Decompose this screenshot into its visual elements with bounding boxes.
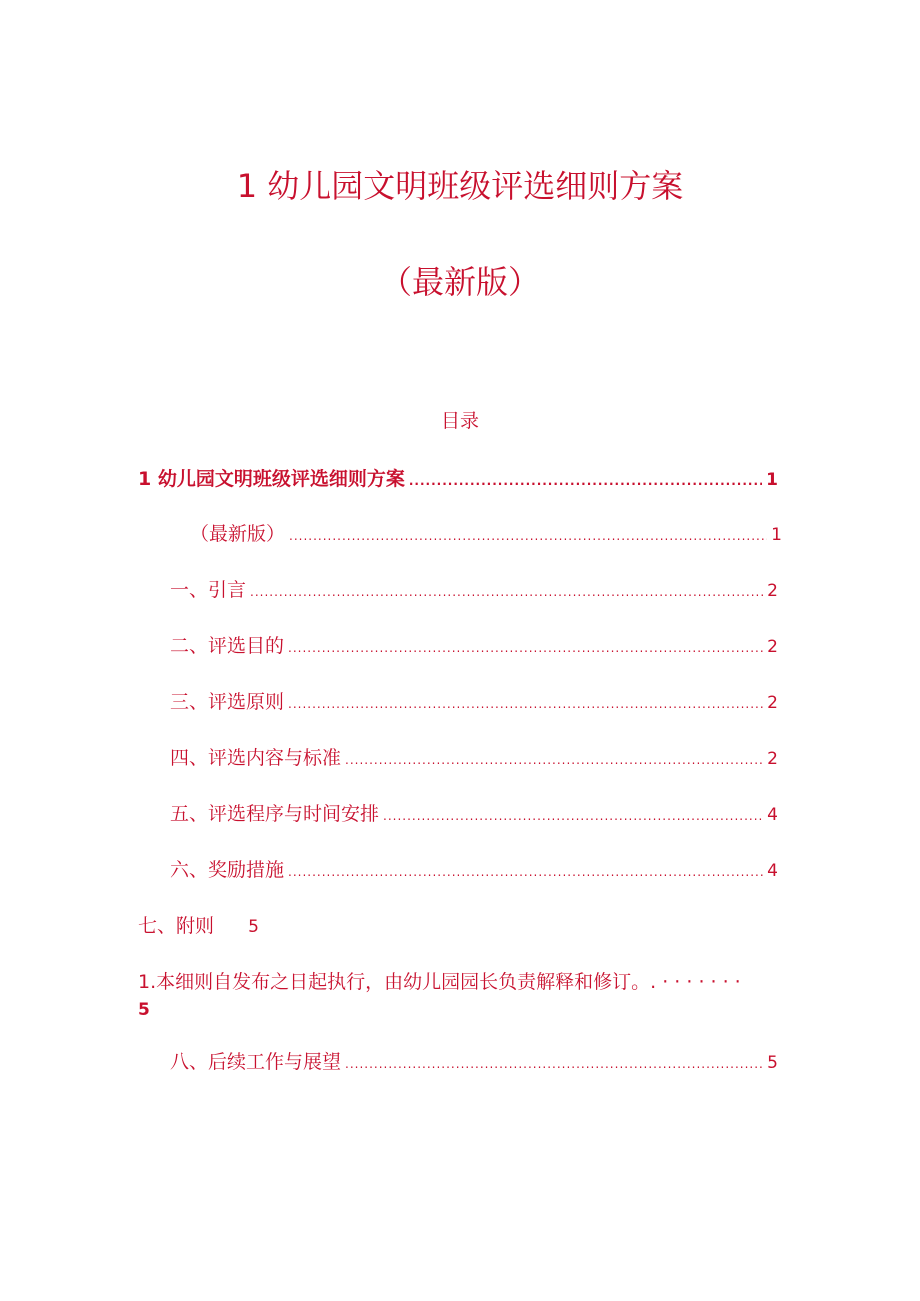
toc-entry-label: 三、评选原则 [170, 691, 285, 713]
toc-entry-subtitle[interactable] [190, 521, 782, 547]
document-subtitle: （最新版） [379, 263, 540, 301]
toc-leader-dots [288, 691, 763, 717]
toc-entry-page: 2 [767, 581, 778, 601]
toc-leader-dots [345, 1051, 763, 1077]
toc-leader-dots [383, 803, 763, 829]
document-title: 1 幼儿园文明班级评选细则方案 [236, 167, 684, 205]
toc-entry-section-5[interactable] [170, 801, 778, 827]
toc-entry-section-7[interactable] [138, 913, 259, 940]
toc-entry-page: 4 [767, 861, 778, 881]
toc-entry-page: 4 [767, 805, 778, 825]
toc-leader-dots [345, 747, 763, 773]
toc-entry-section-6[interactable] [170, 857, 778, 883]
toc-entry-label: 四、评选内容与标准 [170, 747, 342, 769]
toc-entry-page: 2 [767, 637, 778, 657]
toc-entry-label: （最新版） [190, 523, 286, 545]
toc-entry-label: 一、引言 [170, 579, 247, 601]
toc-entry-label: 五、评选程序与时间安排 [170, 803, 380, 825]
toc-entry-label: 六、奖励措施 [170, 859, 285, 881]
toc-entry-page: 5 [248, 917, 259, 937]
toc-leader-dots [409, 468, 762, 494]
toc-entry-section-1[interactable] [170, 577, 778, 603]
toc-entry-label: 1 幼儿园文明班级评选细则方案 [138, 468, 405, 490]
toc-entry-section-8[interactable] [170, 1049, 778, 1075]
toc-entry-page: 2 [767, 693, 778, 713]
toc-entry-label: 八、后续工作与展望 [170, 1051, 342, 1073]
toc-leader-dots [250, 579, 763, 605]
toc-entry-section-2[interactable] [170, 633, 778, 659]
toc-leader-dots [288, 859, 763, 885]
toc-entry-label: 七、附则 [138, 915, 215, 937]
toc-entry-title[interactable] [138, 466, 778, 492]
toc-entry-label: 1.本细则自发布之日起执行，由幼儿园园长负责解释和修订。. · · · · · · · [138, 971, 741, 993]
toc-leader-dots [288, 635, 763, 661]
toc-entry-section-4[interactable] [170, 745, 778, 771]
toc-heading: 目录 [440, 410, 479, 432]
toc-entry-page: 1 [771, 525, 782, 545]
toc-entry-page: 2 [767, 749, 778, 769]
toc-entry-page: 5 [138, 1000, 150, 1020]
toc-entry-label: 二、评选目的 [170, 635, 285, 657]
toc-entry-section-3[interactable] [170, 689, 778, 715]
toc-entry-note[interactable] [138, 969, 741, 995]
toc-entry-page: 5 [767, 1053, 778, 1073]
toc-leader-dots [289, 523, 767, 549]
toc-entry-page: 1 [766, 470, 778, 490]
